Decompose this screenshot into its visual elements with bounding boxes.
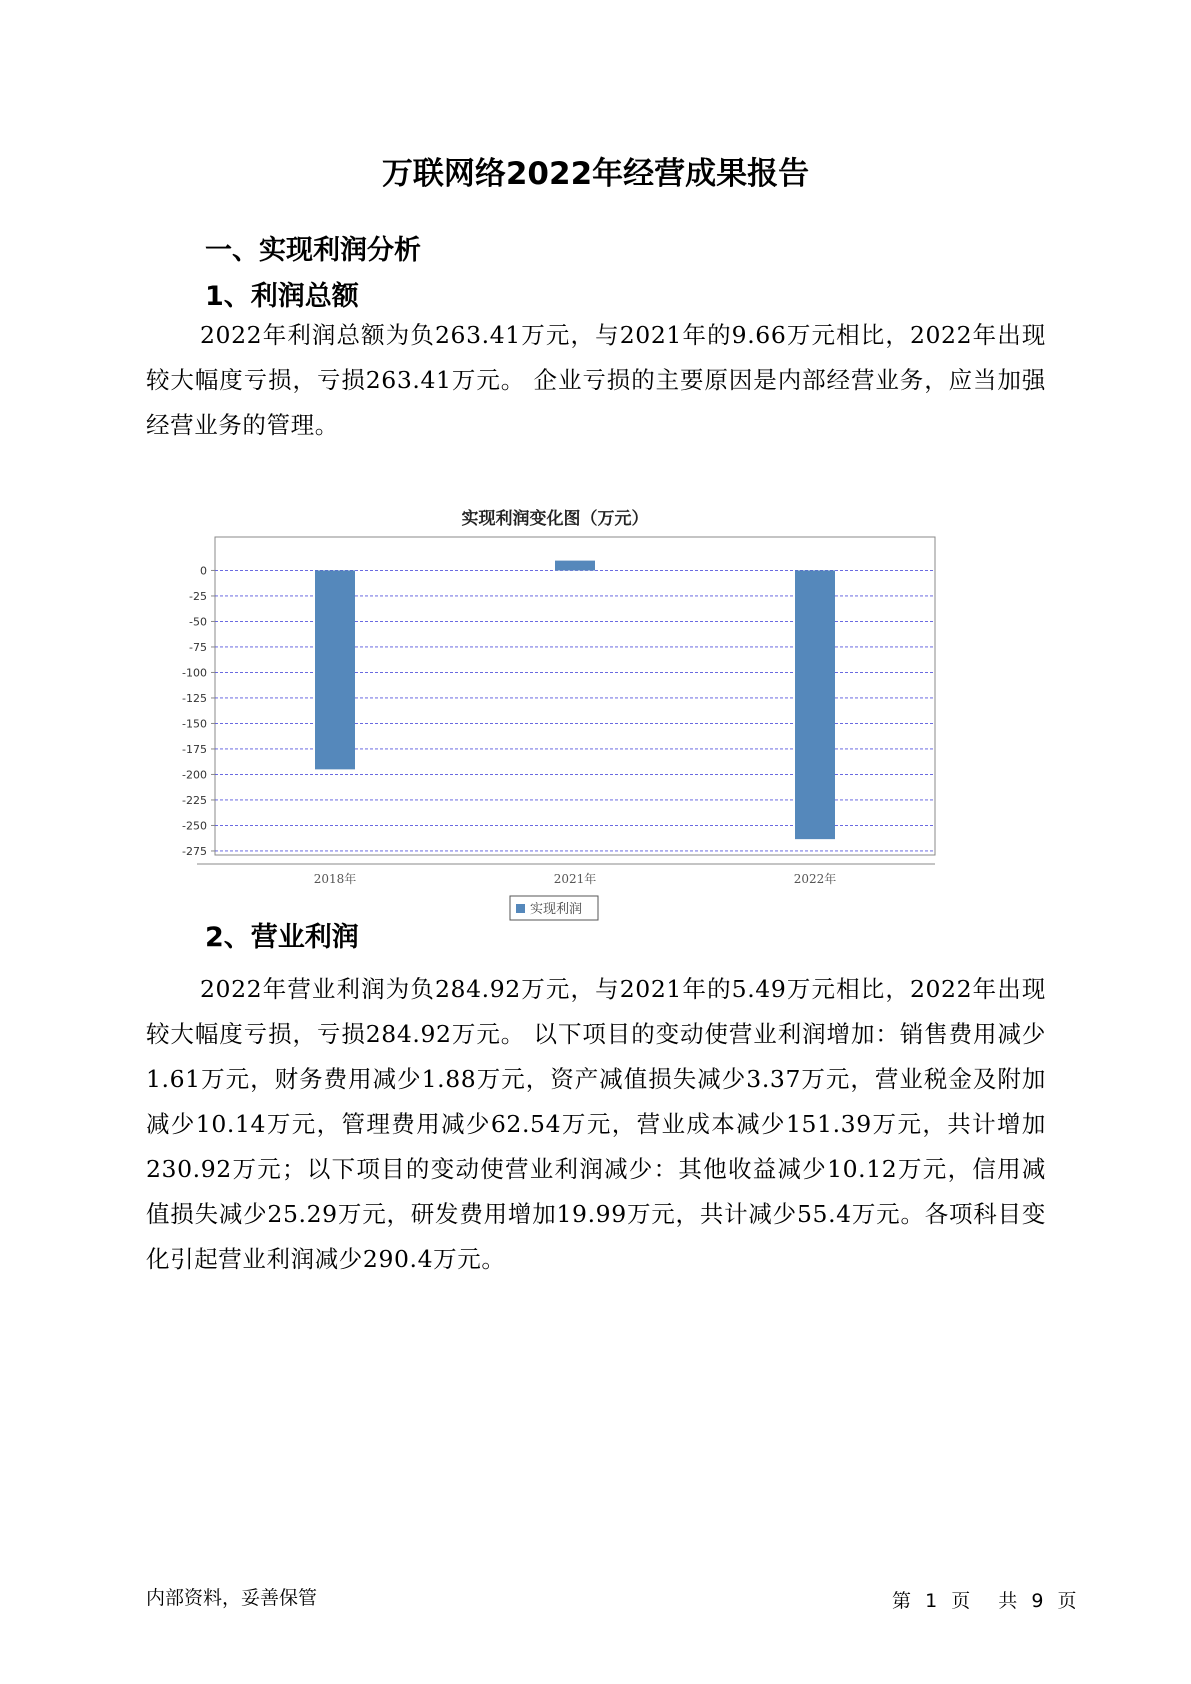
footer-total-prefix: 共 <box>998 1590 1018 1612</box>
footer-total-number: 9 <box>1031 1590 1044 1612</box>
profit-chart <box>165 500 1025 950</box>
chart-title: 实现利润变化图（万元） <box>461 509 649 529</box>
document-title: 万联网络2022年经营成果报告 <box>381 156 810 192</box>
y-tick-label: -275 <box>182 844 207 858</box>
legend-label: 实现利润 <box>530 902 583 917</box>
footer-confidential-note: 内部资料，妥善保管 <box>146 1587 318 1609</box>
x-tick-label: 2018年 <box>313 872 357 886</box>
footer-page-indicator <box>892 1586 1076 1613</box>
footer-page-number: 1 <box>925 1590 938 1612</box>
y-tick-label: -75 <box>189 640 207 654</box>
subsection-heading-operating-profit: 2、营业利润 <box>205 922 359 953</box>
y-tick-label: -25 <box>189 589 207 603</box>
footer-page-unit: 页 <box>951 1590 971 1612</box>
y-tick-label: -175 <box>182 742 207 756</box>
y-tick-label: -250 <box>182 819 207 833</box>
subsection-heading-total-profit: 1、利润总额 <box>205 281 359 312</box>
profit-chart-svg <box>165 500 1025 950</box>
y-tick-label: 0 <box>200 564 207 578</box>
y-tick-label: -100 <box>182 666 207 680</box>
footer-page-prefix: 第 <box>892 1590 912 1612</box>
y-tick-label: -125 <box>182 691 207 705</box>
x-tick-label: 2021年 <box>553 872 597 886</box>
x-tick-label: 2022年 <box>793 872 837 886</box>
y-tick-label: -150 <box>182 717 207 731</box>
y-tick-label: -225 <box>182 793 207 807</box>
bar-3 <box>795 570 835 839</box>
footer-total-unit: 页 <box>1057 1590 1077 1612</box>
operating-profit-paragraph: 2022年营业利润为负284.92万元，与2021年的5.49万元相比，2022年出现较大幅度亏损，亏损284.92万元。 以下项目的变动使营业利润增加：销售费用减少1.61万元，财务费用减少1.88万元，资产减值损失减少3.37万元，营业税金及附加减少10.14万元，管理费用减少62.54万元，营业成本减少151.39万元，共计增加230.92万元；以下项目的变动使营业利润减少：其他收益减少10.12万元，信用减值损失减少25.29万元，研发费用增加19.99万元，共计减少55.4万元。各项科目变化引起营业利润减少290.4万元。 <box>146 975 1046 1273</box>
total-profit-paragraph: 2022年利润总额为负263.41万元，与2021年的9.66万元相比，2022年出现较大幅度亏损，亏损263.41万元。 企业亏损的主要原因是内部经营业务，应当加强经营业务的管理。 <box>146 321 1046 439</box>
section-heading-profit-analysis: 一、实现利润分析 <box>205 235 421 266</box>
y-tick-label: -50 <box>189 615 207 629</box>
legend-swatch <box>516 904 525 913</box>
bar-1 <box>315 570 355 769</box>
bar-2 <box>555 561 595 571</box>
y-tick-label: -200 <box>182 768 207 782</box>
